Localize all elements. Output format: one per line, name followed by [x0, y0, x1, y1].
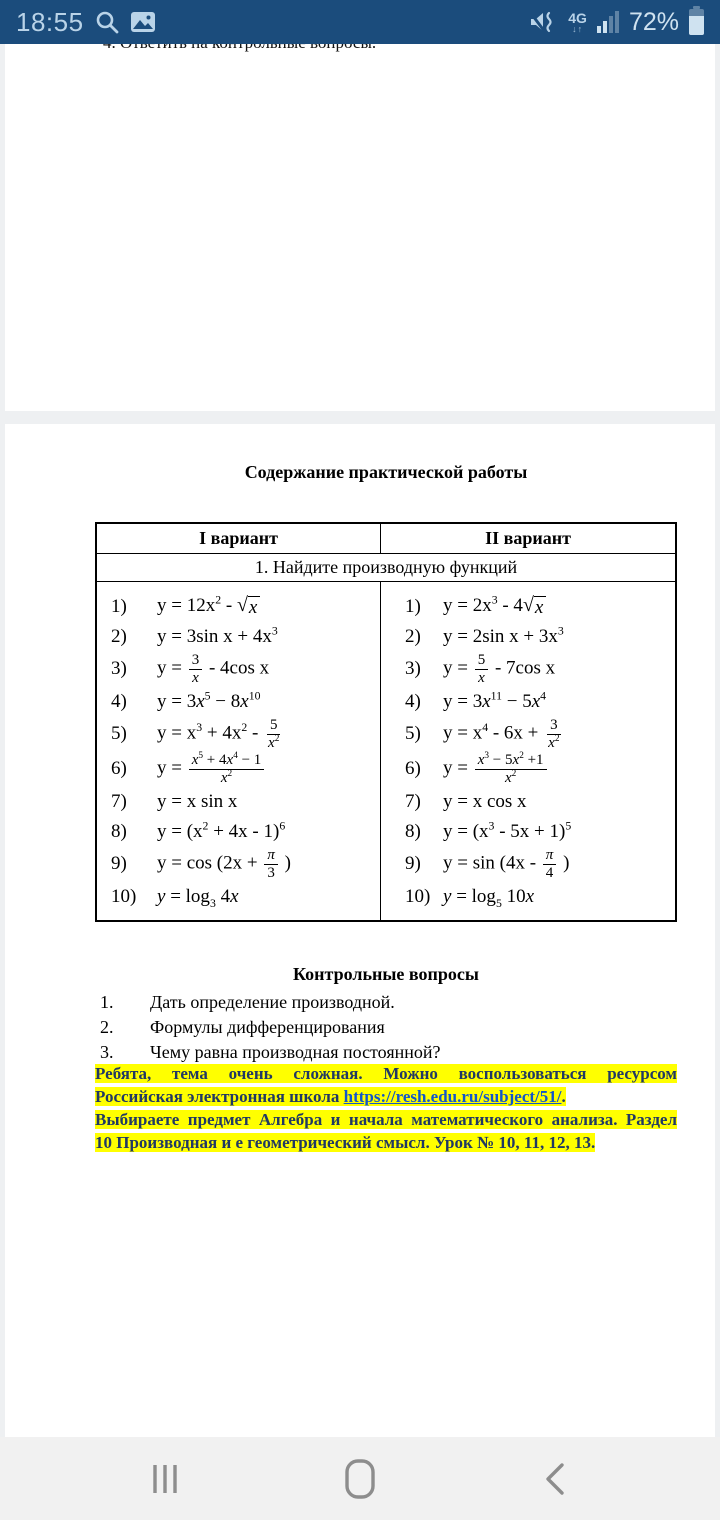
note-text: Выбираете предмет Алгебра и начала математического анализа. Раздел	[95, 1110, 677, 1129]
problem-formula: y = $\frac{x^3 - 5x^2 +1}{x^2}$	[443, 752, 549, 786]
problem-formula: $y = (x^3 - 5x + 1)^5$	[443, 819, 572, 842]
problem-number: 5)	[111, 723, 127, 744]
problem-formula: y = x cos x	[443, 790, 527, 812]
problem-number: 2)	[111, 625, 127, 647]
signal-icon	[597, 11, 619, 33]
task-header: 1. Найдите производную функций	[254, 557, 518, 577]
problem-number: 3)	[111, 658, 127, 679]
problem-formula: $y = \log_5 10x$	[443, 885, 535, 910]
resh-link[interactable]: https://resh.edu.ru/subject/51/	[343, 1087, 562, 1106]
back-button[interactable]	[520, 1449, 590, 1509]
problem-row	[405, 847, 671, 881]
problem-formula: y = $\frac{x^5 + 4x^4 - 1}{x^2}$	[157, 752, 266, 786]
problem-formula: $y = (x^2 + 4x - 1)^6$	[157, 819, 286, 842]
variant1-problems	[97, 582, 381, 920]
question-number: 1.	[100, 992, 114, 1012]
status-bar	[0, 0, 720, 44]
problem-formula: y = sin (4x - $\frac{\pi}{4}$ )	[443, 847, 570, 881]
table-header-row	[97, 524, 675, 554]
problem-number: 7)	[405, 790, 421, 812]
problem-row	[111, 817, 376, 846]
question-number: 3.	[100, 1042, 114, 1062]
variant2-problems	[381, 582, 675, 920]
question-item	[100, 1015, 677, 1040]
question-item	[100, 990, 677, 1015]
note-line	[95, 1062, 677, 1085]
note-line	[95, 1131, 677, 1154]
clock: 18:55	[16, 6, 84, 37]
table-body-row	[97, 582, 675, 920]
problem-row	[405, 787, 671, 816]
search-icon	[94, 9, 120, 35]
table-task-row	[97, 554, 675, 582]
problem-row	[111, 752, 376, 786]
problem-number: 7)	[111, 790, 127, 812]
problem-row	[111, 652, 376, 686]
problem-number: 2)	[405, 625, 421, 647]
mute-vibrate-icon	[528, 9, 558, 35]
problem-number: 1)	[111, 595, 127, 617]
problem-number: 5)	[405, 723, 421, 744]
problem-formula: y = cos (2x + $\frac{\pi}{3}$ )	[157, 847, 291, 881]
page-title: Содержание практической работы	[244, 462, 528, 482]
problem-row	[111, 622, 376, 651]
battery-percent: 72%	[628, 7, 679, 36]
highlighted-note	[95, 1062, 677, 1154]
problem-number: 10)	[405, 885, 431, 907]
problem-row	[405, 652, 671, 686]
problem-number: 6)	[405, 758, 421, 779]
home-icon	[340, 1457, 380, 1501]
problem-row	[405, 687, 671, 716]
problem-row	[405, 817, 671, 846]
problem-formula: y = 3sin $x + 4x^3$	[157, 624, 278, 647]
questions-list	[100, 990, 677, 1065]
problem-formula: $y = 3x^{11} - 5x^4$	[443, 689, 547, 712]
note-line	[95, 1085, 677, 1108]
problem-formula: $y = x^4 - 6x$ + $\frac{3}{x^2}$	[443, 717, 560, 751]
problem-row	[111, 592, 376, 621]
problem-number: 4)	[111, 690, 127, 712]
note-text: Ребята, тема очень сложная. Можно воспользоваться ресурсом	[95, 1064, 677, 1083]
problem-row	[111, 847, 376, 881]
problem-number: 10)	[111, 885, 137, 907]
problem-formula: y = 2sin $x + 3x^3$	[443, 624, 564, 647]
variant1-header: I вариант	[97, 524, 381, 553]
problem-row	[111, 787, 376, 816]
question-number: 2.	[100, 1017, 114, 1037]
problem-number: 4)	[405, 690, 421, 712]
problem-number: 8)	[111, 820, 127, 842]
problem-number: 8)	[405, 820, 421, 842]
problem-row	[405, 882, 671, 911]
problem-formula: $y = 3x^5 - 8x^{10}$	[157, 689, 261, 712]
recent-apps-icon	[145, 1459, 185, 1499]
problem-formula: y = $\frac{3}{x}$ - 4cos x	[157, 652, 270, 686]
note-text: .	[561, 1087, 566, 1106]
problem-row	[111, 717, 376, 751]
problem-number: 1)	[405, 595, 421, 617]
problem-number: 3)	[405, 658, 421, 679]
note-text: 10 Производная и е геометрический смысл. Урок № 10, 11, 12, 13.	[95, 1133, 596, 1152]
note-line	[95, 1108, 677, 1131]
problem-row	[405, 752, 671, 786]
problem-formula: $y = x^3 + 4x^2$ - $\frac{5}{x^2}$	[157, 717, 280, 751]
problem-row	[111, 882, 376, 911]
problem-row	[111, 687, 376, 716]
problem-row	[405, 622, 671, 651]
battery-icon	[689, 9, 704, 35]
question-text: Формулы дифференцирования	[150, 1017, 385, 1037]
problem-formula: y = $\frac{5}{x}$ - 7cos x	[443, 652, 556, 686]
recent-apps-button[interactable]	[130, 1449, 200, 1509]
network-4g-icon: 4G ↓↑	[568, 9, 587, 34]
problem-formula: y = x sin x	[157, 790, 238, 812]
home-button[interactable]	[325, 1449, 395, 1509]
questions-title: Контрольные вопросы	[293, 964, 479, 984]
problem-number: 9)	[111, 853, 127, 874]
gallery-icon	[130, 9, 156, 35]
variant2-header: II вариант	[485, 528, 571, 548]
document-page-2	[5, 424, 715, 1437]
navigation-bar	[0, 1437, 720, 1520]
variants-table	[95, 522, 677, 922]
question-text: Дать определение производной.	[150, 992, 395, 1012]
problem-formula: $y = 2x^3 - 4$ √ x	[443, 595, 546, 619]
problem-formula: $y = \log_3 4x$	[157, 885, 239, 910]
note-text: Российская электронная школа	[95, 1087, 344, 1106]
document-page-1	[5, 0, 715, 411]
back-icon	[538, 1459, 572, 1499]
problem-row	[405, 717, 671, 751]
question-text: Чему равна производная постоянной?	[150, 1042, 441, 1062]
problem-number: 6)	[111, 758, 127, 779]
problem-row	[405, 592, 671, 621]
problem-formula: $y = 12x^2$ - √ x	[157, 595, 260, 619]
problem-number: 9)	[405, 853, 421, 874]
